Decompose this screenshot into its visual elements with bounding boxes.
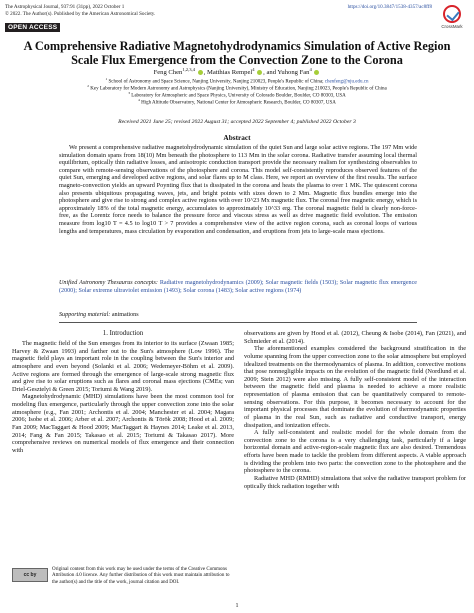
author-affil-sup: 1,2,3,4 [182, 66, 196, 72]
author-affil-sup: 4 [309, 66, 312, 72]
affiliation [12, 97, 462, 107]
affil-sup: 1 [105, 77, 108, 81]
paragraph: A fully self-consistent and realistic model for the whole domain from the convection zone to the corona is a very challenging task, particularly if a large horizontal domain and active-region-scale magnetic flux are also desired. Tremendous efforts have been made to tackle the problem from different aspects. A viable approach is dividing the problem into two parts: the convection zone to the photosphere and the photosphere to the corona. [244, 429, 466, 475]
supporting-value[interactable]: animations [111, 312, 139, 318]
author-list: Feng Chen$^{1,2,3,4}$ , Matthias Rempel$^4$ , and Yuhong Fan$^4$ [12, 69, 462, 76]
affiliations [12, 79, 462, 107]
affiliation [12, 79, 462, 86]
author-name[interactable]: Matthias Rempel [206, 69, 253, 76]
keywords [59, 280, 417, 295]
email-link[interactable]: chenfeng@nju.edu.cn [324, 79, 369, 85]
author-affil-sup: 4 [252, 66, 255, 72]
supporting-material [59, 312, 417, 318]
affil-text: Key Laboratory for Modern Astronomy and Astrophysics (Nanjing University), Ministry of Education, Nanjing 210023, People's Republic of China [90, 86, 387, 92]
affil-text: High Altitude Observatory, National Center for Atmospheric Research, Boulder, CO 80307, USA [141, 100, 336, 106]
affiliation [12, 83, 462, 93]
doi-link[interactable]: https://doi.org/10.3847/1538-4357/ac8ff8 [347, 4, 432, 10]
paragraph: The magnetic field of the Sun emerges from its interior to its surface (Zwaan 1985; Harvey & Zwaan 1993) and farther out to the Sun's atmosphere (Low 1996). The magnetic field plays an important role in the coupling between the Sun's interior and atmosphere and even beyond (Solanki et al. 2006; Wedemeyer-Böhm et al. 2009). Active regions are formed through the emergence of large-scale strong magnetic flux and give rise to solar eruptions such as flares and coronal mass ejections (CMEs; van Driel-Gesztelyi & Green 2015; Toriumi & Wang 2019). [12, 340, 234, 393]
crossmark-label: CrossMark [441, 24, 463, 29]
left-column [12, 340, 234, 454]
abstract-body [59, 144, 417, 235]
journal-line: The Astrophysical Journal, 937:91 (31pp), 2022 October 1 [5, 4, 125, 10]
license-text: Original content from this work may be used under the terms of the Creative Commons Attribution 4.0 licence. Any further distribution of this work must maintain attribution to the author(s) and the title of the work, journal citation and DOI. [52, 567, 230, 585]
paper-title: A Comprehensive Radiative Magnetohydrodynamics Simulation of Active Region Scale Flux Emergence from the Convection Zone to the Corona [23, 39, 451, 67]
affil-sup: 2 [87, 83, 90, 88]
cc-by-icon[interactable]: cc by [12, 568, 48, 582]
abstract-text: We present a comprehensive radiative magnetohydrodynamic simulation of the quiet Sun and large solar active regions. The 197 Mm wide simulation domain spans from 18(10) Mm beneath the photosphere to 113 Mm in the solar corona. Radiative transfer assuming local thermal equilibrium, optically thin radiative losses, and anisotropic conduction transport provide the necessary realism for synthesizing observables to compare with remote-sensing observations of the photosphere and corona. This model self-consistently reproduces observed features of the quiet Sun, emerging and developed active regions, and solar flares up to M class. Here, we report an overview of the first results. The surface magneto-convection yields an upward Poynting flux that is dissipated in the corona and heats the plasma to over 1 MK. The quiescent corona also presents ubiquitous propagating waves, jets, and bright points with sizes down to 2 Mm. Magnetic flux bundles emerge into the photosphere and give rise to strong and complex active regions with over 10^23 Mx magnetic flux. The coronal free magnetic energy, which is approximately 18% of the total magnetic energy, accumulates to approximately 10^33 erg. The coronal magnetic field is clearly non-force-free, as the Lorentz force needs to balance the pressure force and viscous stress as well as drive magnetic field evolution. The emission measure from log10 T = 4.5 to log10 T > 7 provides a comprehensive view of the active region corona, such as coronal loops of various lengths and temperatures, mass circulation by evaporation and condensation, and eruptions from jets to large-scale mass ejections. [59, 144, 417, 235]
orcid-icon[interactable] [314, 70, 319, 75]
section-heading: 1. Introduction [102, 330, 144, 337]
author-name[interactable]: Feng Chen [153, 69, 183, 76]
affiliation [12, 90, 462, 100]
affil-sup: 4 [138, 97, 140, 102]
paragraph: Radiative MHD (RMHD) simulations that solve the radiative transport problem for optically thick radiation together with [244, 474, 466, 490]
journal-header [5, 4, 365, 17]
orcid-icon[interactable] [257, 70, 262, 75]
keywords-label: Unified Astronomy Thesaurus concepts: [59, 280, 158, 286]
copyright-line: © 2022. The Author(s). Published by the American Astronomical Society. [5, 10, 156, 17]
paragraph: Magnetohydrodynamic (MHD) simulations have been the most common tool for modeling flux emergence, particularly through the upper convection zone into the solar atmosphere (e.g., Fan 2001; Archontis et al. 2004; Manchester et al. 2004; Magara 2006; Isobe et al. 2006; Arber et al. 2007; Archontis & Török 2008; Hood et al. 2009; Fan 2009; MacTaggart & Hood 2009; MacTaggart & Haynes 2014; Leake et al. 2013, 2014; Fang & Fan 2015; Takasao et al. 2015; Toriumi & Takasao 2017). More comprehensive reviews on numerical models of flux emergence and their connection with [12, 393, 234, 454]
keywords-list[interactable]: Radiative magnetohydrodynamics (2009); Solar magnetic fields (1503); Solar magnetic flux emergence (2000); Solar extreme ultraviolet emission (1493); Solar corona (1483); Solar active regions (1974) [59, 280, 417, 294]
supporting-label: Supporting material: [59, 312, 111, 318]
abstract-heading: Abstract [223, 133, 251, 142]
divider [59, 322, 417, 323]
open-access-badge: OPEN ACCESS [5, 23, 60, 32]
paragraph: The aforementioned examples considered the background stratification in the volume spanning from the upper convection zone to the solar atmosphere but employed idealized treatments on the thermodynamics of plasma. In addition, convective motions that pose nonnegligible impacts on the evolution of the magnetic field (Nordlund et al. 2009; Stein 2012) were also missing. A fully self-consistent model of the interaction between the magnetic field and plasma is needed to achieve a more realistic representation of plasma emission that can be quantitatively compared to remote-sensing observations. For this purpose, it becomes necessary to account for the important physical processes that dominate the evolution of thermodynamic properties of plasma in the real Sun, such as radiative and conductive transport, energy dissipation, and ionization effects. [244, 345, 466, 429]
author-name[interactable]: Yuhong Fan [277, 69, 310, 76]
crossmark-icon [443, 5, 461, 23]
right-column [244, 330, 466, 490]
affil-text: School of Astronomy and Space Science, Nanjing University, Nanjing 210023, People's Republic of China; [108, 79, 325, 85]
orcid-icon[interactable] [198, 70, 203, 75]
crossmark-badge[interactable] [441, 5, 463, 29]
affil-sup: 3 [128, 90, 131, 95]
page-number: 1 [235, 603, 239, 609]
license-notice [12, 567, 234, 586]
affil-text: Laboratory for Atmospheric and Space Physics, University of Colorado Boulder, Boulder, CO 80303, USA [131, 93, 346, 99]
publication-dates: Received 2021 June 25; revised 2022 August 31; accepted 2022 September 4; published 2022 October 3 [118, 119, 356, 125]
paragraph: observations are given by Hood et al. (2012), Cheung & Isobe (2014), Fan (2021), and Schmieder et al. (2014). [244, 330, 466, 345]
